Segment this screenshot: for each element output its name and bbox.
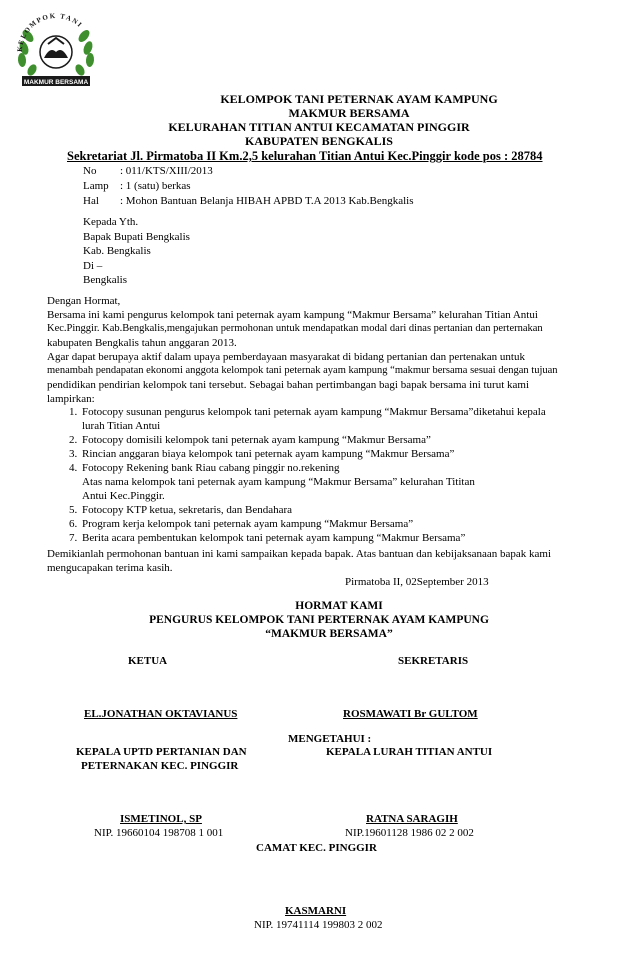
ketua-label: KETUA bbox=[128, 655, 168, 667]
list-item: 2. Fotocopy domisili kelompok tani peternak ayam kampung “Makmur Bersama” bbox=[80, 433, 638, 447]
header-line-4: KABUPATEN BENGKALIS bbox=[245, 134, 393, 148]
header-line-1: KELOMPOK TANI PETERNAK AYAM KAMPUNG bbox=[220, 92, 498, 106]
meta-no-value: : 011/KTS/XIII/2013 bbox=[120, 165, 213, 177]
list-item: 1. Fotocopy susunan pengurus kelompok tani peternak ayam kampung “Makmur Bersama”diketahui kepala lurah Titian Antui bbox=[80, 405, 638, 433]
organization-logo bbox=[8, 8, 104, 90]
body-text-line: Bersama ini kami pengurus kelompok tani peternak ayam kampung “Makmur Bersama” kelurahan Titian Antui bbox=[47, 309, 538, 321]
meta-hal-value: : Mohon Bantuan Belanja HIBAH APBD T.A 2013 Kab.Bengkalis bbox=[120, 195, 414, 207]
camat-title: CAMAT KEC. PINGGIR bbox=[256, 842, 377, 854]
uptd-title: PETERNAKAN KEC. PINGGIR bbox=[81, 760, 239, 772]
sekretaris-label: SEKRETARIS bbox=[398, 655, 469, 667]
ketua-name: EL.JONATHAN OKTAVIANUS bbox=[84, 708, 238, 720]
recipient-line: Bapak Bupati Bengkalis bbox=[83, 231, 190, 243]
list-item: 7. Berita acara pembentukan kelompok tani peternak ayam kampung “Makmur Bersama” bbox=[80, 531, 638, 545]
body-text-line: kabupaten Bengkalis tahun anggaran 2013. bbox=[47, 337, 237, 349]
letter-date: Pirmatoba II, 02September 2013 bbox=[345, 576, 489, 588]
list-item: 4. Fotocopy Rekening bank Riau cabang pinggir no.rekening Atas nama kelompok tani peternak ayam kampung “Makmur Bersama” kelurahan Tititan Antui Kec.Pinggir. bbox=[80, 461, 638, 503]
recipient-line: Kab. Bengkalis bbox=[83, 245, 151, 257]
meta-lamp-value: : 1 (satu) berkas bbox=[120, 180, 191, 192]
meta-hal-label: Hal bbox=[83, 195, 99, 207]
signature-heading: “MAKMUR BERSAMA” bbox=[265, 628, 393, 640]
uptd-name: ISMETINOL, SP bbox=[120, 813, 202, 825]
lurah-nip: NIP.19601128 1986 02 2 002 bbox=[345, 827, 474, 839]
body-text-line: Kec.Pinggir. Kab.Bengkalis,mengajukan permohonan untuk mendapatkan modal dari dinas pertanian dan perternakan bbox=[47, 323, 543, 334]
camat-name: KASMARNI bbox=[285, 905, 347, 917]
body-text-line: Agar dapat berupaya aktif dalam upaya pemberdayaan masyarakat di bidang pertanian dan pertenakan untuk bbox=[47, 351, 525, 363]
greeting: Dengan Hormat, bbox=[47, 295, 121, 307]
signature-heading: PENGURUS KELOMPOK TANI PERTERNAK AYAM KAMPUNG bbox=[149, 614, 489, 626]
secretariat-address: Sekretariat Jl. Pirmatoba II Km.2,5 kelurahan Titian Antui Kec.Pinggir kode pos : 28784 bbox=[67, 149, 543, 163]
meta-lamp-label: Lamp bbox=[83, 180, 109, 192]
list-item: 5. Fotocopy KTP ketua, sekretaris, dan Bendahara bbox=[80, 503, 638, 517]
body-text-line: pendidikan pendirian kelompok tani tersebut. Sebagai bahan pertimbangan bagi bapak bersama ini turut kami bbox=[47, 379, 530, 391]
recipient-line: Bengkalis bbox=[83, 274, 127, 286]
signature-heading: HORMAT KAMI bbox=[295, 600, 383, 612]
body-text-line: lampirkan: bbox=[47, 393, 95, 405]
closing-line: mengucapakan terima kasih. bbox=[47, 562, 173, 574]
list-item: 6. Program kerja kelompok tani peternak ayam kampung “Makmur Bersama” bbox=[80, 517, 638, 531]
attachments-list bbox=[50, 405, 638, 545]
uptd-title: KEPALA UPTD PERTANIAN DAN bbox=[76, 746, 247, 758]
closing-line: Demikianlah permohonan bantuan ini kami sampaikan kepada bapak. Atas bantuan dan kebijaksanaan bapak kami bbox=[47, 548, 552, 560]
mengetahui-label: MENGETAHUI : bbox=[288, 733, 372, 745]
lurah-name: RATNA SARAGIH bbox=[366, 813, 458, 825]
lurah-title: KEPALA LURAH TITIAN ANTUI bbox=[326, 746, 493, 758]
meta-no-label: No bbox=[83, 165, 97, 177]
list-item: 3. Rincian anggaran biaya kelompok tani peternak ayam kampung “Makmur Bersama” bbox=[80, 447, 638, 461]
recipient-line: Di – bbox=[83, 260, 103, 272]
logo-banner-text: MAKMUR BERSAMA bbox=[23, 79, 89, 86]
recipient-line: Kepada Yth. bbox=[83, 216, 139, 228]
camat-nip: NIP. 19741114 199803 2 002 bbox=[254, 919, 383, 931]
header-line-3: KELURAHAN TITIAN ANTUI KECAMATAN PINGGIR bbox=[168, 120, 470, 134]
sekretaris-name: ROSMAWATI Br GULTOM bbox=[343, 708, 478, 720]
logo-ring-text: KELOMPOK TANI bbox=[15, 11, 85, 53]
header-line-2: MAKMUR BERSAMA bbox=[288, 106, 410, 120]
uptd-nip: NIP. 19660104 198708 1 001 bbox=[94, 827, 224, 839]
body-text-line: menambah pendapatan ekonomi anggota kelompok tani peternak ayam kampung “makmur bersama sesuai dengan tujuan bbox=[47, 365, 558, 376]
